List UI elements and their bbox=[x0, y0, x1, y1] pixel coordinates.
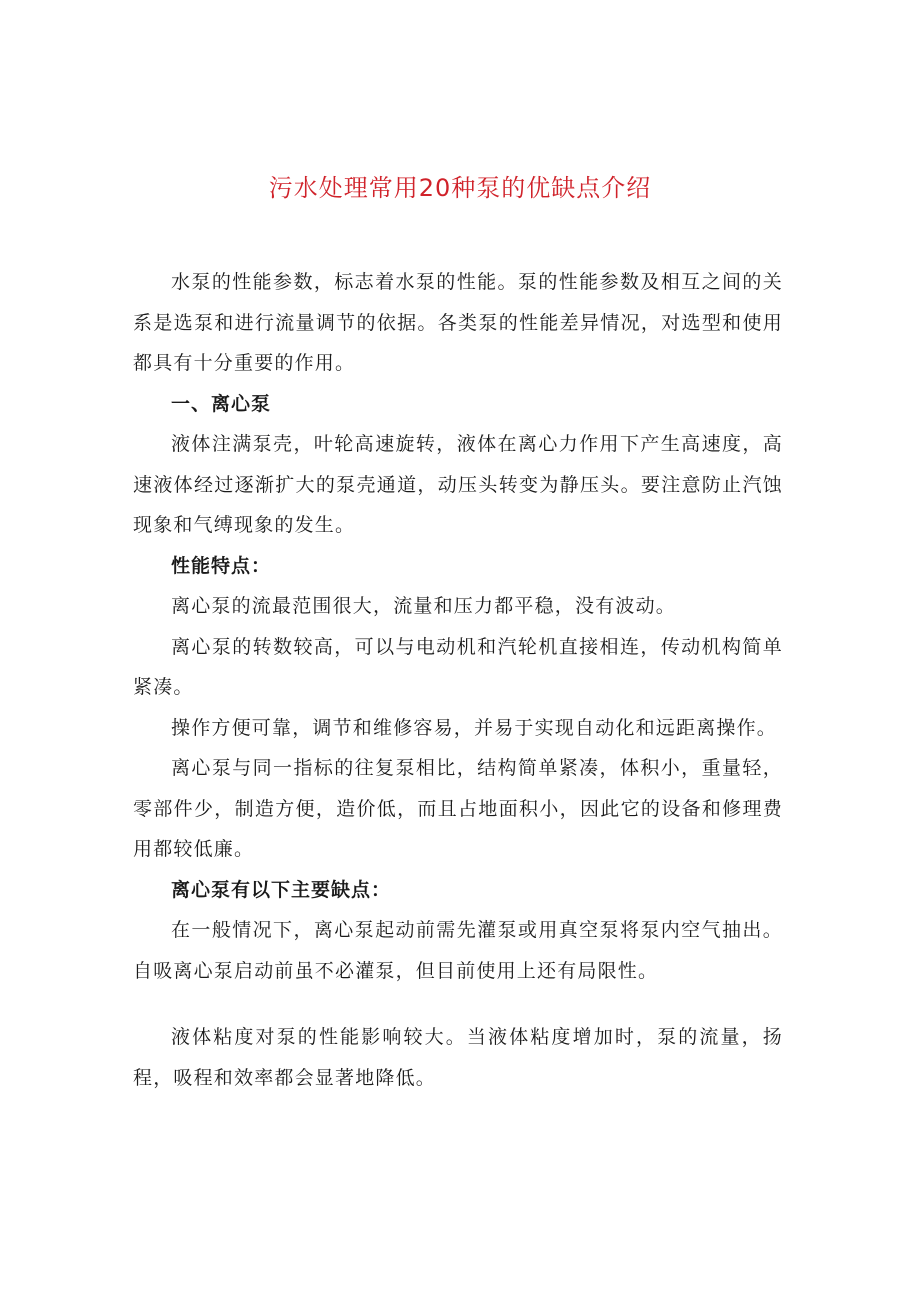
feature-paragraph: 离心泵与同一指标的往复泵相比，结构简单紧凑，体积小，重量轻，零部件少，制造方便，造价低，而且占地面积小，因此它的设备和修理费用都较低廉。 bbox=[133, 757, 783, 860]
document-title: 污水处理常用20种泵的优缺点介绍 bbox=[268, 174, 652, 202]
paragraph-spacer bbox=[133, 991, 783, 1017]
feature-paragraph: 离心泵的流最范围很大，流量和压力都平稳，没有波动。 bbox=[171, 595, 677, 617]
drawback-paragraph: 在一般情况下，离心泵起动前需先灌泵或用真空泵将泵内空气抽出。自吸离心泵启动前虽不必灌泵，但目前使用上还有局限性。 bbox=[133, 919, 783, 982]
drawbacks-heading: 离心泵有以下主要缺点： bbox=[171, 878, 392, 901]
feature-paragraph: 操作方便可靠，调节和维修容易，并易于实现自动化和远距离操作。 bbox=[171, 716, 778, 739]
document-body bbox=[133, 262, 783, 1098]
intro-paragraph: 水泵的性能参数，标志着水泵的性能。泵的性能参数及相互之间的关系是选泵和进行流量调节的依据。各类泵的性能差异情况，对选型和使用都具有十分重要的作用。 bbox=[133, 271, 783, 374]
features-heading: 性能特点： bbox=[171, 554, 272, 577]
section-heading: 一、离心泵 bbox=[171, 392, 272, 415]
feature-paragraph: 离心泵的转数较高，可以与电动机和汽轮机直接相连，传动机构简单紧凑。 bbox=[133, 635, 783, 698]
drawback-paragraph: 液体粘度对泵的性能影响较大。当液体粘度增加时，泵的流量，扬程，吸程和效率都会显著地降低。 bbox=[133, 1026, 783, 1089]
section-description: 液体注满泵壳，叶轮高速旋转，液体在离心力作用下产生高速度，高速液体经过逐渐扩大的泵壳通道，动压头转变为静压头。要注意防止汽蚀现象和气缚现象的发生。 bbox=[133, 433, 783, 536]
